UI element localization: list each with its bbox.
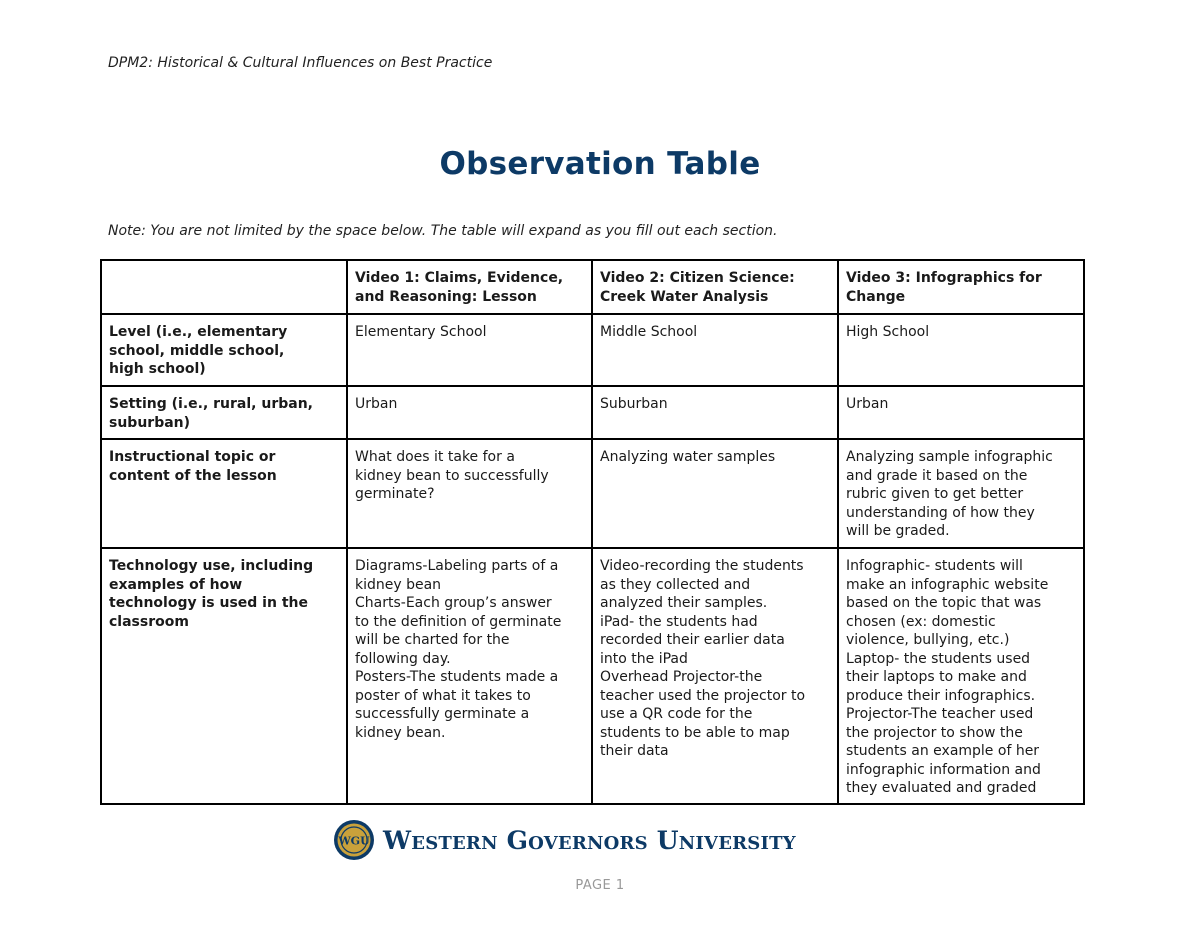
row-label: Technology use, including examples of how technology is used in the classroom bbox=[101, 548, 347, 804]
university-seal-icon bbox=[333, 819, 375, 861]
header-cell-video-2: Video 2: Citizen Science: Creek Water Analysis bbox=[592, 260, 838, 314]
seal-text: WGU bbox=[338, 834, 370, 848]
table-cell: Diagrams-Labeling parts of a kidney bean Charts-Each group’s answer to the definition of germinate will be charted for the following day. Posters-The students made a poster of what it takes to successfully germinate a kidney bean. bbox=[347, 548, 592, 804]
table-cell: Urban bbox=[838, 386, 1084, 439]
observation-table bbox=[100, 259, 1085, 805]
row-label: Level (i.e., elementary school, middle school, high school) bbox=[101, 314, 347, 386]
table-row-technology bbox=[101, 548, 1084, 804]
table-cell: High School bbox=[838, 314, 1084, 386]
table-row-topic bbox=[101, 439, 1084, 548]
wgu-logo bbox=[333, 817, 796, 863]
page-number: PAGE 1 bbox=[575, 878, 625, 893]
header-cell-video-1: Video 1: Claims, Evidence, and Reasoning: Lesson bbox=[347, 260, 592, 314]
table-cell: Video-recording the students as they collected and analyzed their samples. iPad- the students had recorded their earlier data into the iPad Overhead Projector-the teacher used the projector to use a QR code for the students to be able to map their data bbox=[592, 548, 838, 804]
table-cell: Elementary School bbox=[347, 314, 592, 386]
table-cell: Infographic- students will make an infographic website based on the topic that was chosen (ex: domestic violence, bullying, etc.) Laptop- the students used their laptops to make and produce their infographics. Projector-The teacher used the projector to show the students an example of her infographic information and they evaluated and graded bbox=[838, 548, 1084, 804]
document-header: DPM2: Historical & Cultural Influences on Best Practice bbox=[108, 55, 493, 71]
table-row-level bbox=[101, 314, 1084, 386]
table-cell: Analyzing water samples bbox=[592, 439, 838, 548]
table-header-row bbox=[101, 260, 1084, 314]
university-name: Western Governors University bbox=[383, 825, 796, 855]
table-cell: Analyzing sample infographic and grade it based on the rubric given to get better understanding of how they will be graded. bbox=[838, 439, 1084, 548]
table-cell: Urban bbox=[347, 386, 592, 439]
table-cell: What does it take for a kidney bean to successfully germinate? bbox=[347, 439, 592, 548]
row-label: Setting (i.e., rural, urban, suburban) bbox=[101, 386, 347, 439]
table-note: Note: You are not limited by the space below. The table will expand as you fill out each section. bbox=[108, 223, 778, 239]
header-cell-empty bbox=[101, 260, 347, 314]
row-label: Instructional topic or content of the lesson bbox=[101, 439, 347, 548]
header-cell-video-3: Video 3: Infographics for Change bbox=[838, 260, 1084, 314]
table-row-setting bbox=[101, 386, 1084, 439]
table-cell: Suburban bbox=[592, 386, 838, 439]
page-title: Observation Table bbox=[439, 146, 761, 182]
table-cell: Middle School bbox=[592, 314, 838, 386]
